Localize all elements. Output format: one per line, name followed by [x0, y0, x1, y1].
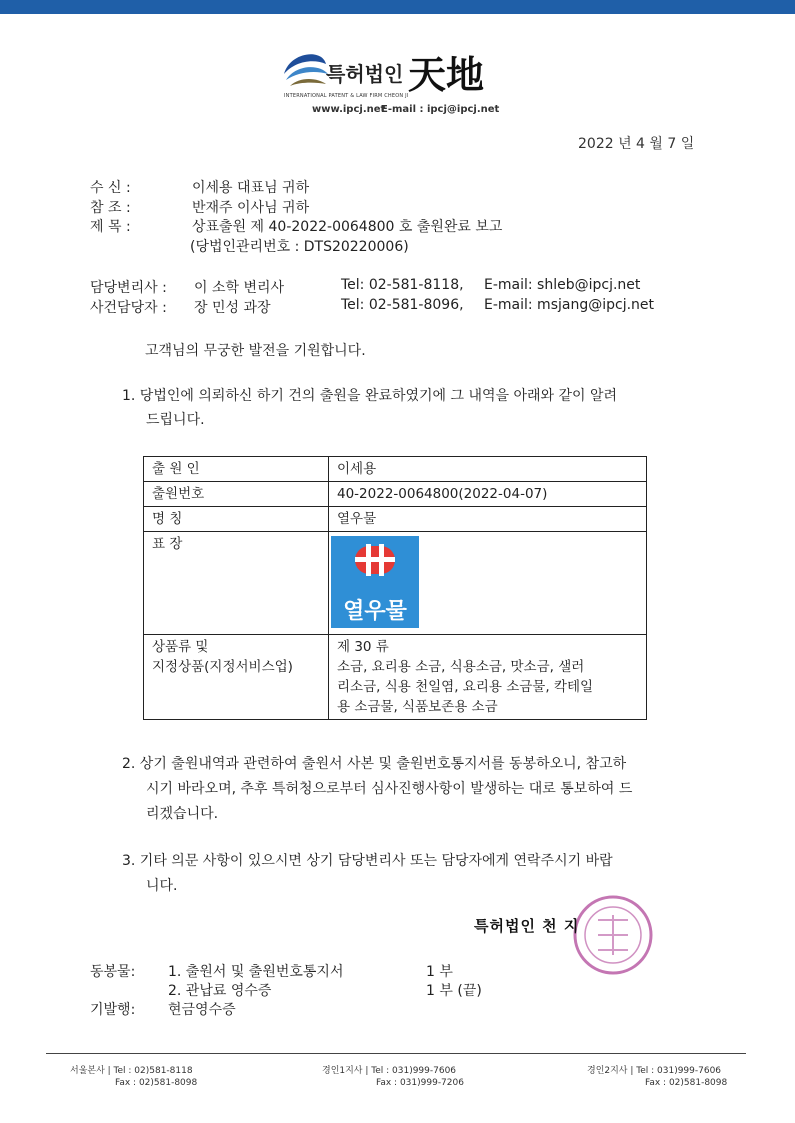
footer-divider: [46, 1053, 746, 1054]
footer-gyeongin1-office: 경인1지사 | Tel : 031)999-7606: [322, 1066, 457, 1076]
goods-line1: 소금, 요리용 소금, 식용소금, 맛소금, 샐러: [337, 659, 585, 675]
attorney-email[interactable]: E-mail: shleb@ipcj.net: [484, 277, 641, 293]
enclosure-qty-2: 1 부 (끝): [426, 983, 482, 999]
enclosure-item-1: 1. 출원서 및 출원번호통지서: [168, 964, 344, 980]
manager-tel: Tel: 02-581-8096,: [341, 297, 464, 313]
goods-label-line1: 상품류 및: [152, 639, 209, 655]
trademark-text: 열우물: [343, 599, 407, 624]
appno-label: 출원번호: [144, 482, 329, 507]
footer-gyeongin2-office: 경인2지사 | Tel : 031)999-7606: [587, 1066, 722, 1076]
para2-line3: 리겠습니다.: [146, 806, 219, 822]
goods-class: 제 30 류: [337, 639, 389, 655]
document-date: 2022 년 4 월 7 일: [578, 136, 695, 152]
para2-line1: 2. 상기 출원내역과 관련하여 출원서 사본 및 출원번호통지서를 동봉하오니, 참고하: [122, 756, 627, 772]
firm-name: 특허법인: [326, 62, 404, 86]
firm-english: INTERNATIONAL PATENT & LAW FIRM CHEON JI: [284, 93, 409, 99]
goods-label-line2: 지정상품(지정서비스업): [152, 659, 293, 675]
para3-line2: 니다.: [146, 878, 178, 894]
goods-label: [144, 635, 329, 720]
footer-gyeongin2-fax: Fax : 02)581-8098: [645, 1078, 728, 1088]
greeting: 고객님의 무궁한 발전을 기원합니다.: [145, 343, 366, 359]
to-value: 이세용 대표님 귀하: [192, 180, 310, 196]
cc-label: 참 조 :: [90, 200, 131, 216]
enclosures-label: 동봉물:: [90, 964, 136, 980]
goods-line3: 용 소금물, 식품보존용 소금: [337, 699, 498, 715]
attorney-name: 이 소학 변리사: [194, 280, 285, 296]
table-row: [144, 482, 647, 507]
goods-value: [329, 635, 647, 720]
footer-seoul-office: 서울본사 | Tel : 02)581-8118: [70, 1066, 193, 1076]
appno-value: 40-2022-0064800(2022-04-07): [329, 482, 647, 507]
issued-label: 기발행:: [90, 1002, 136, 1018]
top-color-bar: [0, 0, 795, 14]
title-value: 열우물: [329, 507, 647, 532]
cc-value: 반재주 이사님 귀하: [192, 200, 310, 216]
trademark-image: [331, 536, 419, 628]
para3-line1: 3. 기타 의문 사항이 있으시면 상기 담당변리사 또는 담당자에게 연락주시기 바랍: [122, 853, 613, 869]
table-row: [144, 457, 647, 482]
attorney-tel: Tel: 02-581-8118,: [341, 277, 464, 293]
enclosure-qty-1: 1 부: [426, 964, 453, 980]
mark-label: 표 장: [144, 532, 329, 635]
to-label: 수 신 :: [90, 180, 131, 196]
table-row: [144, 507, 647, 532]
trademark-symbol-icon: [353, 542, 397, 578]
mark-cell: [329, 532, 647, 635]
signature: 특허법인 천 지: [474, 917, 580, 935]
firm-website-link[interactable]: www.ipcj.net: [312, 104, 386, 115]
footer-seoul-fax: Fax : 02)581-8098: [115, 1078, 198, 1088]
table-row: [144, 532, 647, 635]
issued-value: 현금영수증: [168, 1002, 236, 1018]
firm-email-link[interactable]: E-mail : ipcj@ipcj.net: [381, 104, 500, 115]
para1-line2: 드립니다.: [146, 412, 205, 428]
enclosure-item-2: 2. 관납료 영수증: [168, 983, 272, 999]
firm-hanja: 天地: [408, 52, 485, 97]
table-row: [144, 635, 647, 720]
firm-seal-icon: [568, 890, 658, 980]
subject-value: 상표출원 제 40-2022-0064800 호 출원완료 보고: [192, 219, 503, 235]
subject-ref: (당법인관리번호 : DTS20220006): [190, 239, 409, 255]
para2-line2: 시기 바라오며, 추후 특허청으로부터 심사진행사항이 발생하는 대로 통보하여 드: [146, 781, 633, 797]
title-label: 명 칭: [144, 507, 329, 532]
manager-label: 사건담당자 :: [90, 300, 167, 316]
manager-name: 장 민성 과장: [194, 300, 271, 316]
attorney-label: 담당변리사 :: [90, 280, 167, 296]
footer-gyeongin1-fax: Fax : 031)999-7206: [376, 1078, 464, 1088]
manager-email[interactable]: E-mail: msjang@ipcj.net: [484, 297, 655, 313]
para1-line1: 1. 당법인에 의뢰하신 하기 건의 출원을 완료하였기에 그 내역을 아래와 같이 알려: [122, 388, 618, 404]
goods-line2: 리소금, 식용 천일염, 요리용 소금물, 칵테일: [337, 679, 594, 695]
subject-label: 제 목 :: [90, 219, 131, 235]
applicant-value: 이세용: [329, 457, 647, 482]
application-table: [143, 456, 647, 720]
applicant-label: 출 원 인: [144, 457, 329, 482]
